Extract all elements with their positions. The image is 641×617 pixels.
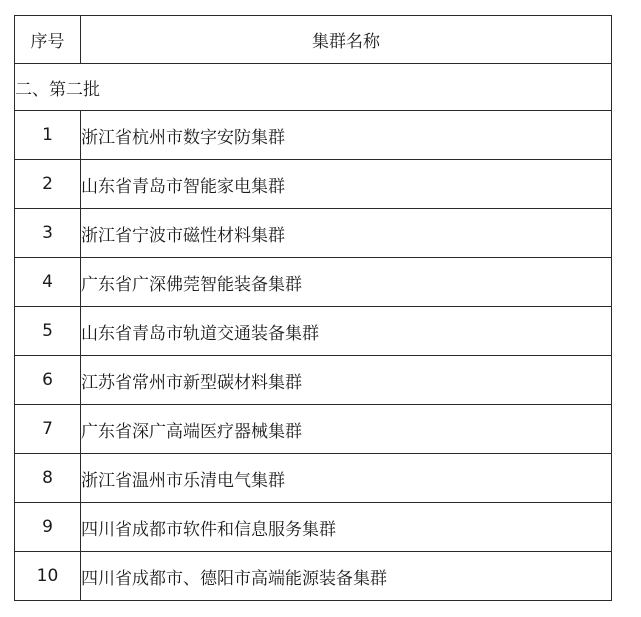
row-cluster-name: 江苏省常州市新型碳材料集群	[81, 356, 612, 405]
row-cluster-name: 浙江省杭州市数字安防集群	[81, 111, 612, 160]
row-index: 5	[15, 307, 81, 356]
table-header-row	[15, 16, 612, 64]
table-row	[15, 258, 612, 307]
table-row	[15, 307, 612, 356]
row-cluster-name: 浙江省宁波市磁性材料集群	[81, 209, 612, 258]
row-index: 3	[15, 209, 81, 258]
row-cluster-name: 山东省青岛市轨道交通装备集群	[81, 307, 612, 356]
row-cluster-name: 山东省青岛市智能家电集群	[81, 160, 612, 209]
row-index: 9	[15, 503, 81, 552]
row-index: 2	[15, 160, 81, 209]
table-row	[15, 405, 612, 454]
row-index: 6	[15, 356, 81, 405]
row-cluster-name: 广东省深广高端医疗器械集群	[81, 405, 612, 454]
row-index: 1	[15, 111, 81, 160]
row-cluster-name: 四川省成都市、德阳市高端能源装备集群	[81, 552, 612, 601]
table-row	[15, 552, 612, 601]
row-index: 7	[15, 405, 81, 454]
row-cluster-name: 广东省广深佛莞智能装备集群	[81, 258, 612, 307]
row-index: 4	[15, 258, 81, 307]
table-row	[15, 209, 612, 258]
table-row	[15, 160, 612, 209]
index-column-header: 序号	[15, 16, 81, 64]
cluster-table	[14, 15, 612, 601]
section-row	[15, 64, 612, 111]
table-row	[15, 503, 612, 552]
table-row	[15, 454, 612, 503]
row-cluster-name: 四川省成都市软件和信息服务集群	[81, 503, 612, 552]
table-row	[15, 356, 612, 405]
section-title: 二、第二批	[15, 64, 612, 111]
row-index: 10	[15, 552, 81, 601]
table-row	[15, 111, 612, 160]
row-index: 8	[15, 454, 81, 503]
name-column-header: 集群名称	[81, 16, 612, 64]
row-cluster-name: 浙江省温州市乐清电气集群	[81, 454, 612, 503]
